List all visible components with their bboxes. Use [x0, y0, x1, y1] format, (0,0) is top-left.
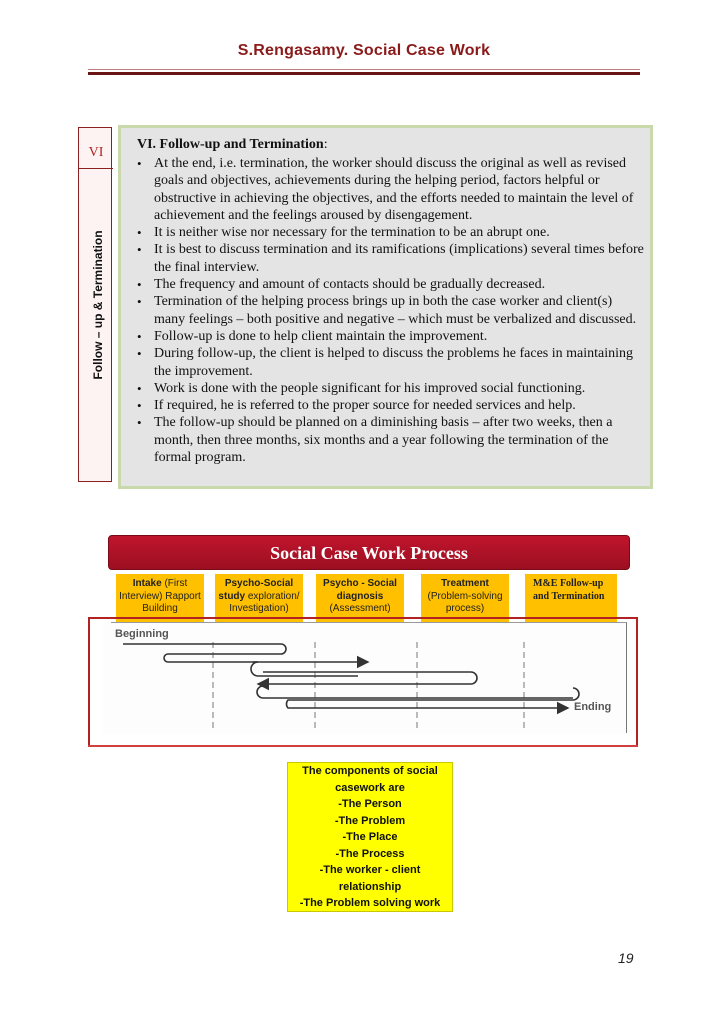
process-timeline-bottom-rule [88, 745, 638, 747]
stage-intake [116, 574, 204, 622]
stage-followup-termination [525, 574, 617, 622]
stage-title: Treatment [441, 578, 489, 589]
bullet-item: • The frequency and amount of contacts should be gradually decreased. [131, 276, 646, 293]
bullet-item: • If required, he is referred to the proper source for needed services and help. [131, 397, 646, 414]
stage-detail: (Assessment) [329, 603, 391, 614]
section-side-label: Follow – up & Termination [91, 230, 105, 380]
bullet-list [131, 155, 646, 466]
components-line: -The Place [342, 831, 398, 843]
stage-psychosocial-study [215, 574, 303, 622]
components-line: The components of social [302, 765, 438, 777]
stage-title: Psycho - Social diagnosis [323, 578, 397, 602]
spiral-arrows [103, 622, 636, 734]
bullet-item: • Termination of the helping process brings up in both the case worker and client(s) many feelings – both positive and negative – which must be verbalized and discussed. [131, 293, 646, 328]
page-number: 19 [618, 950, 634, 966]
bullet-item: • During follow-up, the client is helped to discuss the problems he faces in maintaining the improvement. [131, 345, 646, 380]
diagram-end-label: Ending [574, 701, 612, 713]
bullet-item: • It is neither wise nor necessary for the termination to be an abrupt one. [131, 224, 646, 241]
header-rule [88, 72, 640, 75]
bullet-item: • At the end, i.e. termination, the worker should discuss the original as well as revised goals and objectives, achievements during the helping period, factors helpful or obstructive in achieving the objectives, and the efforts needed to maintain the level of achievement and the feelings aroused by disengagement. [131, 155, 646, 224]
header-rule-thin [88, 69, 640, 70]
diagram-start-label: Beginning [115, 628, 169, 640]
section-heading-text: VI. Follow-up and Termination [137, 137, 324, 152]
section-heading [137, 137, 328, 153]
process-title-banner: Social Case Work Process [108, 535, 630, 570]
components-line: -The Problem solving work [299, 897, 441, 909]
components-line: -The Person [338, 798, 402, 810]
stage-title: Psycho-Social study [218, 578, 294, 602]
components-box [287, 762, 453, 912]
stage-detail: exploration/ Investigation) [229, 590, 300, 614]
components-line: casework are [335, 781, 405, 794]
bullet-item: • The follow-up should be planned on a diminishing basis – after two weeks, then a month, then three months, six months and a year following the termination of the formal program. [131, 414, 646, 466]
followup-termination-section [118, 125, 653, 489]
components-line: relationship [338, 880, 402, 893]
section-heading-colon: : [323, 137, 328, 152]
components-line: -The Process [335, 847, 405, 860]
bullet-item: • Work is done with the people significant for his improved social functioning. [131, 380, 646, 397]
components-line: -The worker - client [319, 864, 421, 876]
page-header-title: S.Rengasamy. Social Case Work [237, 42, 491, 59]
stage-detail: (Problem-solving process) [427, 590, 503, 614]
stage-title: Intake [132, 578, 162, 589]
stage-title: M&E Follow-up and Termination [533, 578, 605, 602]
components-line: -The Problem [334, 814, 406, 827]
stage-treatment [421, 574, 509, 622]
stage-detail: (First Interview) Rapport Building [119, 578, 201, 614]
section-badge-divider [79, 168, 113, 169]
process-spiral-diagram [103, 622, 636, 734]
section-badge-number: VI [88, 145, 104, 160]
bullet-item: • Follow-up is done to help client maintain the improvement. [131, 328, 646, 345]
stage-diagnosis [316, 574, 404, 622]
bullet-item: • It is best to discuss termination and its ramifications (implications) several times before the final interview. [131, 241, 646, 276]
